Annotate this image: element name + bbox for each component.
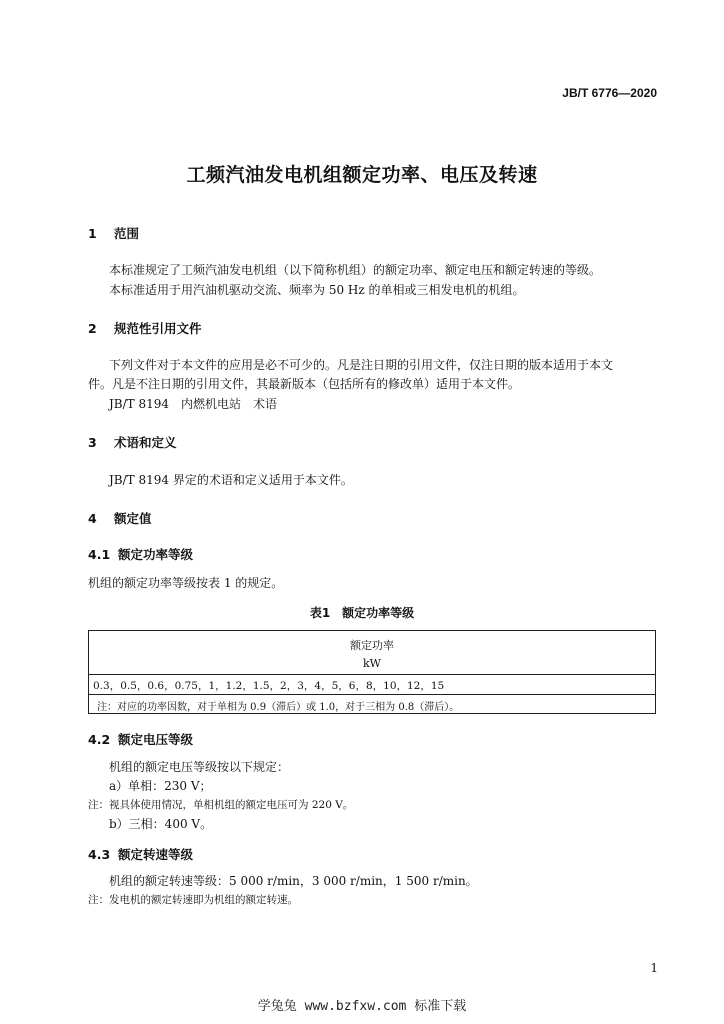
document-title: 工频汽油发电机组额定功率、电压及转速 — [186, 164, 538, 186]
table-note: 注：对应的功率因数，对于单相为 0.9（滞后）或 1.0，对于三相为 0.8（滞后）。 — [97, 702, 460, 713]
section-1-paragraph-1: 本标准规定了工频汽油发电机组（以下简称机组）的额定功率、额定电压和额定转速的等级。 — [109, 263, 602, 277]
table-caption: 额定功率等级 — [342, 606, 415, 620]
section-2-paragraph-line-1: 下列文件对于本文件的应用是必不可少的。凡是注日期的引用文件，仅注日期的版本适用于本文 — [109, 358, 614, 372]
section-number: 2 — [88, 321, 97, 336]
subsection-number: 4.2 — [88, 732, 111, 747]
table-unit: kW — [363, 657, 381, 670]
subsection-title: 额定转速等级 — [118, 847, 194, 862]
section-4-2-note: 注：视具体使用情况，单相机组的额定电压可为 220 V。 — [88, 799, 354, 811]
subsection-number: 4.1 — [88, 547, 111, 562]
section-4-1-heading — [88, 545, 193, 563]
rated-power-table — [88, 630, 656, 714]
section-number: 1 — [88, 226, 97, 241]
footer-watermark: 学兔兔 www.bzfxw.com 标准下载 — [257, 999, 467, 1014]
section-number: 3 — [88, 435, 97, 450]
section-1-paragraph-2: 本标准适用于用汽油机驱动交流、频率为 50 Hz 的单相或三相发电机的机组。 — [109, 283, 525, 297]
section-4-1-paragraph: 机组的额定功率等级按表 1 的规定。 — [88, 576, 284, 590]
item-a-single-phase: a）单相：230 V； — [109, 779, 212, 793]
section-4-heading — [88, 509, 152, 527]
section-number: 4 — [88, 511, 97, 526]
section-1-heading — [88, 224, 139, 242]
section-3-paragraph: JB/T 8194 界定的术语和定义适用于本文件。 — [109, 473, 353, 487]
subsection-number: 4.3 — [88, 847, 111, 862]
table-rule — [89, 674, 655, 675]
page-number: 1 — [650, 961, 658, 975]
section-title: 额定值 — [114, 511, 152, 526]
normative-reference: JB/T 8194 内燃机电站 术语 — [109, 397, 278, 411]
table-label: 表1 — [309, 606, 331, 620]
section-4-2-heading — [88, 730, 193, 748]
section-2-heading — [88, 319, 202, 337]
section-2-paragraph-line-2: 件。凡是不注日期的引用文件，其最新版本（包括所有的修改单）适用于本文件。 — [88, 377, 521, 391]
section-4-3-paragraph: 机组的额定转速等级：5 000 r/min，3 000 r/min，1 500 r/min。 — [109, 874, 478, 888]
table-values: 0.3，0.5，0.6，0.75，1，1.2，1.5，2，3，4，5，6，8，10，12，15 — [93, 680, 445, 692]
table-1-title — [0, 604, 724, 621]
section-title: 术语和定义 — [114, 435, 177, 450]
section-4-2-paragraph: 机组的额定电压等级按以下规定： — [109, 760, 290, 774]
table-header: 额定功率 — [350, 639, 394, 652]
section-title: 范围 — [114, 226, 140, 241]
section-title: 规范性引用文件 — [114, 321, 202, 336]
subsection-title: 额定功率等级 — [118, 547, 194, 562]
section-4-3-note: 注：发电机的额定转速即为机组的额定转速。 — [88, 894, 298, 906]
section-4-3-heading — [88, 845, 193, 863]
item-b-three-phase: b）三相：400 V。 — [109, 817, 213, 831]
subsection-title: 额定电压等级 — [118, 732, 194, 747]
table-rule — [89, 694, 655, 695]
section-3-heading — [88, 433, 177, 451]
standard-number: JB/T 6776—2020 — [562, 86, 657, 100]
